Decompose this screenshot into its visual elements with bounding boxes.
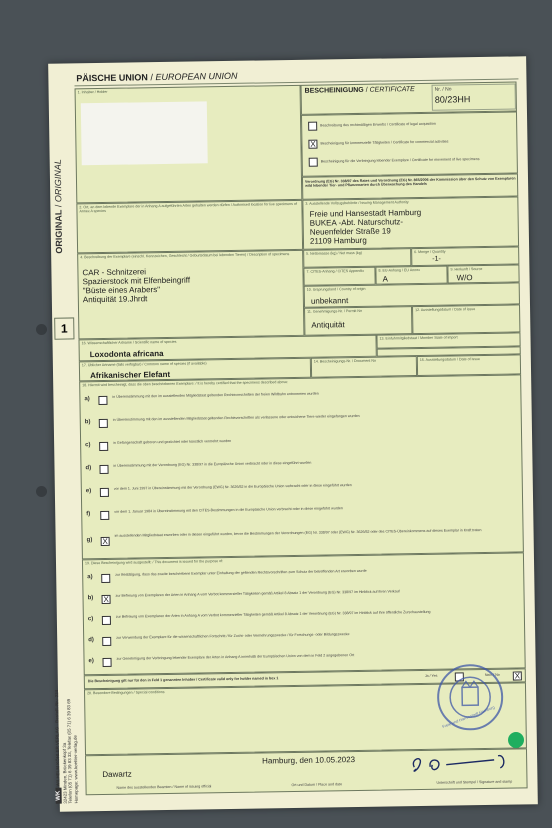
cert-g-text: im ausstellenden Mitgliedstaat erworben oder in diesen eingeführt wurden, bevor die Bestimmungen der Verordnungen (EG) Nr. 338/97 oder (EWG) Nr. 3626/82 oder des CITES-Übereinkommens auf dieses Exemplar in Kraft traten [114, 528, 482, 538]
publisher-imprint: WK WILHELM KÖHLER VERLAG · Bestell.-Nr.: 224 32423 Minden, Brückenkopf 3a Telefon (05 71) 6 39 83 33, Telefax (05 71) 6 39 83 69 Homepage: www.koehler-verlag.de [53, 689, 79, 804]
certificate-nr-label: Nr. / No [434, 86, 452, 93]
official-name: Dawartz [102, 769, 132, 780]
issue-d-checkbox[interactable] [102, 637, 111, 646]
certificate-number: 80/23HH [434, 94, 471, 105]
side-original-en: ORIGINAL [52, 159, 64, 203]
field-11-label: 11. Genehmigungs-Nr. / Permit No [307, 308, 362, 314]
punch-hole-bottom [36, 486, 47, 497]
copy-number-box [54, 317, 74, 339]
authority-line-4: 21109 Hamburg [309, 235, 367, 246]
field-2-location [76, 200, 303, 254]
field-4-description [77, 250, 304, 340]
issue-a-letter: a) [87, 574, 93, 581]
field-5-label: 5. Nettomasse (kg) / Net mass (kg) [306, 250, 362, 256]
certificate-title-de: BESCHEINIGUNG [304, 86, 364, 95]
description-line-4: Antiquität 19.Jhrdt [82, 294, 148, 305]
official-name-label: Name des ausstellenden Beamten / Name of issuing official [116, 784, 212, 790]
cert-a-text: in Übereinstimmung mit den im ausstellenden Mitgliedstaat geltenden Rechtsvorschriften der freien Wildbahn entnommen wurden [112, 391, 319, 399]
issue-d-text: zur Verwendung der Exemplare für die wissenschaftlichen Fortschritt / für Zucht- oder Vermehrungszwecke / für Forschungs- oder Bildungszwecke [116, 632, 350, 640]
authority-line-3: Neuenfelder Straße 19 [309, 226, 391, 237]
field-10-label: 10. Ursprungsland / Country of origin [306, 286, 366, 292]
publisher-contact: Telefon (05 71) 6 39 83 33, Telefax (05 71) 6 39 83 69 [66, 698, 73, 804]
cert-g-checkbox[interactable]: X [102, 536, 108, 547]
cert-d-letter: d) [85, 465, 92, 472]
issue-b-checkbox[interactable]: X [103, 594, 109, 604]
field-20-special-conditions [84, 682, 527, 755]
signing-row [85, 748, 528, 795]
punch-hole-top [36, 324, 47, 335]
issue-c-checkbox[interactable] [102, 616, 111, 625]
place-and-date: Hamburg, den 10.05.2023 [262, 755, 356, 766]
issue-a-checkbox[interactable] [101, 574, 110, 583]
purpose-checkbox-2[interactable]: X [310, 139, 316, 149]
issue-d-letter: d) [88, 637, 94, 644]
signature [408, 750, 518, 778]
cert-f-checkbox[interactable] [100, 511, 109, 520]
validity-yes-label: Ja / Yes [424, 673, 438, 678]
field-15-date-of-issue [417, 354, 521, 376]
validity-no-label: Nein / No [484, 672, 500, 678]
cert-c-checkbox[interactable] [99, 442, 108, 451]
issue-e-letter: e) [88, 658, 94, 665]
cert-g-letter: g) [86, 537, 93, 544]
cert-d-checkbox[interactable] [99, 465, 108, 474]
field-17-label: 17. Üblicher Artname (falls verfügbar) / Common name of species (if available) [81, 361, 207, 368]
field-1-holder [75, 85, 303, 204]
field-18-label: 18. Hiermit wird bescheinigt, dass die oben beschriebenen Exemplare: / It is hereby certified that the specimens described above: [82, 380, 289, 388]
place-and-date-label: Ort und Datum / Place and date [291, 782, 343, 788]
regulation-note [302, 173, 518, 199]
issue-e-text: zur Genehmigung der Verbringung lebender Exemplare der Arten in Anhang A innerhalb der Europäischen Union von dem in Feld 2 angegebenen Ort [116, 653, 355, 661]
cert-b-letter: b) [84, 419, 91, 426]
purpose-text-1: Beschreibung des rechtmäßigen Erwerbs / Certificate of legal acquisition [320, 121, 436, 128]
copy-number: 1 [60, 321, 68, 336]
validity-no-checkbox[interactable]: X [514, 671, 521, 681]
field-16-label: 16. Wissenschaftlicher Artname / Scientific name of species [81, 339, 177, 346]
cert-b-text: in Übereinstimmung mit den im ausstellenden Mitgliedstaat geltenden Rechtsvorschriften als verlassene oder entwichene Tiere wieder eingefangen wurden [112, 413, 360, 422]
permit-value: Antiquität [311, 320, 345, 330]
cert-f-letter: f) [86, 511, 91, 518]
field-9-source [447, 264, 519, 283]
green-sticker [508, 732, 524, 748]
field-3-label: 3. Ausstellende Vollzugsbehörde / Issuing Management Authority [305, 200, 409, 206]
origin-value: unbekannt [310, 296, 349, 306]
cert-e-letter: e) [85, 488, 92, 495]
stamp-text: Freie und Hansestadt Hamburg [441, 704, 496, 730]
field-14-document-no [311, 356, 417, 378]
side-original-de: ORIGINAL [53, 209, 65, 254]
publisher-address: 32423 Minden, Brückenkopf 3a [61, 742, 68, 804]
cert-c-text: in Gefangenschaft geboren und gezüchtet oder künstlich vermehrt wurden [113, 438, 232, 445]
field-15-label: 15. Ausstellungsdatum / Date of issue [419, 357, 481, 362]
header-title-de: PÄISCHE UNION [76, 72, 148, 84]
certificate-header [301, 81, 517, 114]
description-line-2: Spazierstock mit Elfenbeingriff [82, 275, 191, 287]
field-9-label: 9. Herkunft / Source [450, 267, 483, 272]
field-2-label: 2. Ort, an dem lebende Exemplare der in Anhang A aufgeführten Arten gehalten werden dürfen / Authorised location for live specimens of Annex A species [79, 201, 297, 214]
cert-b-checkbox[interactable] [99, 419, 108, 428]
field-5-net-mass [303, 248, 411, 268]
scientific-name-value: Loxodonta africana [89, 349, 164, 360]
certificate-title-en: CERTIFICATE [369, 86, 415, 94]
signature-label: Unterschrift und Stempel / Signature and stamp [436, 779, 513, 785]
purpose-section [301, 111, 518, 176]
regulation-text: Verordnung (EG) Nr. 338/97 des Rates und Verordnung (EG) Nr. 865/2006 der Kommission über den Schutz von Exemplaren wild lebender Tier- und Pflanzenarten durch Überwachung des Handels [305, 176, 516, 189]
field-1-label: 1. Inhaber / Holder [77, 89, 108, 95]
certificate-sheet [48, 56, 538, 811]
purpose-text-3: Bescheinigung für die Verbringung lebender Exemplare / Certificate for movement of live specimens [320, 157, 480, 164]
quantity-value: -1- [432, 255, 441, 263]
purpose-text-2: Bescheinigung für kommerzielle Tätigkeiten / Certificate for commercial activities [320, 139, 449, 146]
issue-a-text: zur Bestätigung, dass das zweite beschriebene Exemplar unter Einhaltung der geltenden Rechtsvorschriften zum Schutz der betreffenden Art erworben wurde [115, 568, 367, 577]
cert-a-checkbox[interactable] [98, 396, 107, 405]
description-line-1: CAR - Schnitzerei [82, 267, 147, 278]
publisher-name: WILHELM KÖHLER VERLAG [54, 726, 61, 787]
field-11-permit [304, 306, 412, 336]
field-8-eu-annex [375, 266, 447, 285]
field-12-label: 12. Ausstellungsdatum / Date of issue [415, 307, 476, 313]
issue-b-letter: b) [87, 595, 94, 602]
certificate-title: BESCHEINIGUNG / CERTIFICATE [304, 86, 415, 95]
field-4-label: 4. Beschreibung der Exemplare (einschl. Kennzeichen, Geschlecht / Geburtsdatum bei lebenden Tieren) / Description of specimens [80, 252, 290, 260]
redacted-holder [81, 101, 208, 165]
description-line-3: "Büste eines Arabers" [82, 285, 161, 296]
cert-c-letter: c) [85, 442, 91, 449]
eu-annex-value: A [382, 274, 388, 284]
publisher-order: Bestell.-Nr.: 224 [53, 689, 60, 723]
publisher-web: Homepage: www.koehler-verlag.de [72, 735, 79, 804]
field-6-label: 6. Menge / Quantity [414, 249, 446, 255]
field-3-authority [302, 196, 519, 249]
common-name-value: Afrikanischer Elefant [89, 369, 171, 381]
certificate-number-box [432, 83, 516, 110]
purpose-checkbox-3[interactable] [309, 158, 318, 167]
field-7-cites-appendix [303, 267, 375, 286]
field-19-label: 19. Diese Bescheinigung wird ausgestellt: / This document is issued for the purpose of: [84, 559, 224, 566]
authority-line-1: Freie und Hansestadt Hamburg [309, 207, 422, 219]
field-7-label: 7. CITES-Anhang / CITES Appendix [306, 268, 365, 274]
cert-f-text: vor dem 1. Januar 1984 in Übereinstimmung mit den CITES-Bestimmungen in die Europäische Union verbracht oder in diese eingeführt wurden [114, 506, 343, 514]
field-6-quantity [411, 246, 519, 266]
purpose-checkbox-1[interactable] [308, 122, 317, 131]
authority-line-2: BUKEA -Abt. Naturschutz- [309, 217, 404, 228]
cert-d-text: in Übereinstimmung mit der Verordnung (EG) Nr. 338/97 in die Europäische Union verbracht oder in diese eingeführt wurden [113, 460, 312, 468]
header-title: PÄISCHE UNION / EUROPEAN UNION [76, 70, 238, 84]
validity-text: Die Bescheinigung gilt nur für den in Feld 1 genannten Inhaber / Certificate valid only for holder named in box 1 [87, 676, 279, 684]
field-18-certification [79, 374, 524, 559]
cert-e-text: vor dem 1. Juni 1997 in Übereinstimmung mit der Verordnung (EWG) Nr. 3626/82 in die Europäische Union verbracht oder in diese eingeführt wurden [113, 483, 352, 491]
header-title-en: EUROPEAN UNION [155, 70, 238, 83]
source-value: W/O [456, 273, 473, 283]
field-8-label: 8. EU-Anhang / EU Annex [378, 267, 421, 273]
issue-c-text: zur Befreiung von Exemplaren der Arten in Anhang A vom Verbot kommerzieller Tätigkeiten gemäß Artikel 8 Absatz 1 der Verordnung (EG) Nr. 338/97 im Hinblick auf ihre öffentliche Zurschaustellung [115, 609, 431, 619]
side-original-label: ORIGINAL / ORIGINAL [52, 159, 65, 254]
issue-b-text: zur Befreiung von Exemplaren der Arten in Anhang A vom Verbot kommerzieller Tätigkeiten gemäß Artikel 8 Absatz 1 der Verordnung (EG) Nr. 338/97 im Hinblick auf ihren Verkauf [115, 589, 400, 598]
cert-e-checkbox[interactable] [100, 488, 109, 497]
field-12-date-of-issue [412, 304, 520, 334]
issue-c-letter: c) [87, 616, 94, 623]
cert-a-letter: a) [84, 396, 90, 403]
field-19-purpose [82, 552, 526, 675]
issue-e-checkbox[interactable] [102, 658, 111, 667]
field-13-label: 13. Einfuhrmitgliedstaat / Member State of import [379, 335, 458, 341]
field-20-label: 20. Besondere Bedingungen / Special conditions [87, 690, 165, 696]
field-14-label: 14. Bescheinigungs-Nr. / Document No [313, 358, 377, 364]
